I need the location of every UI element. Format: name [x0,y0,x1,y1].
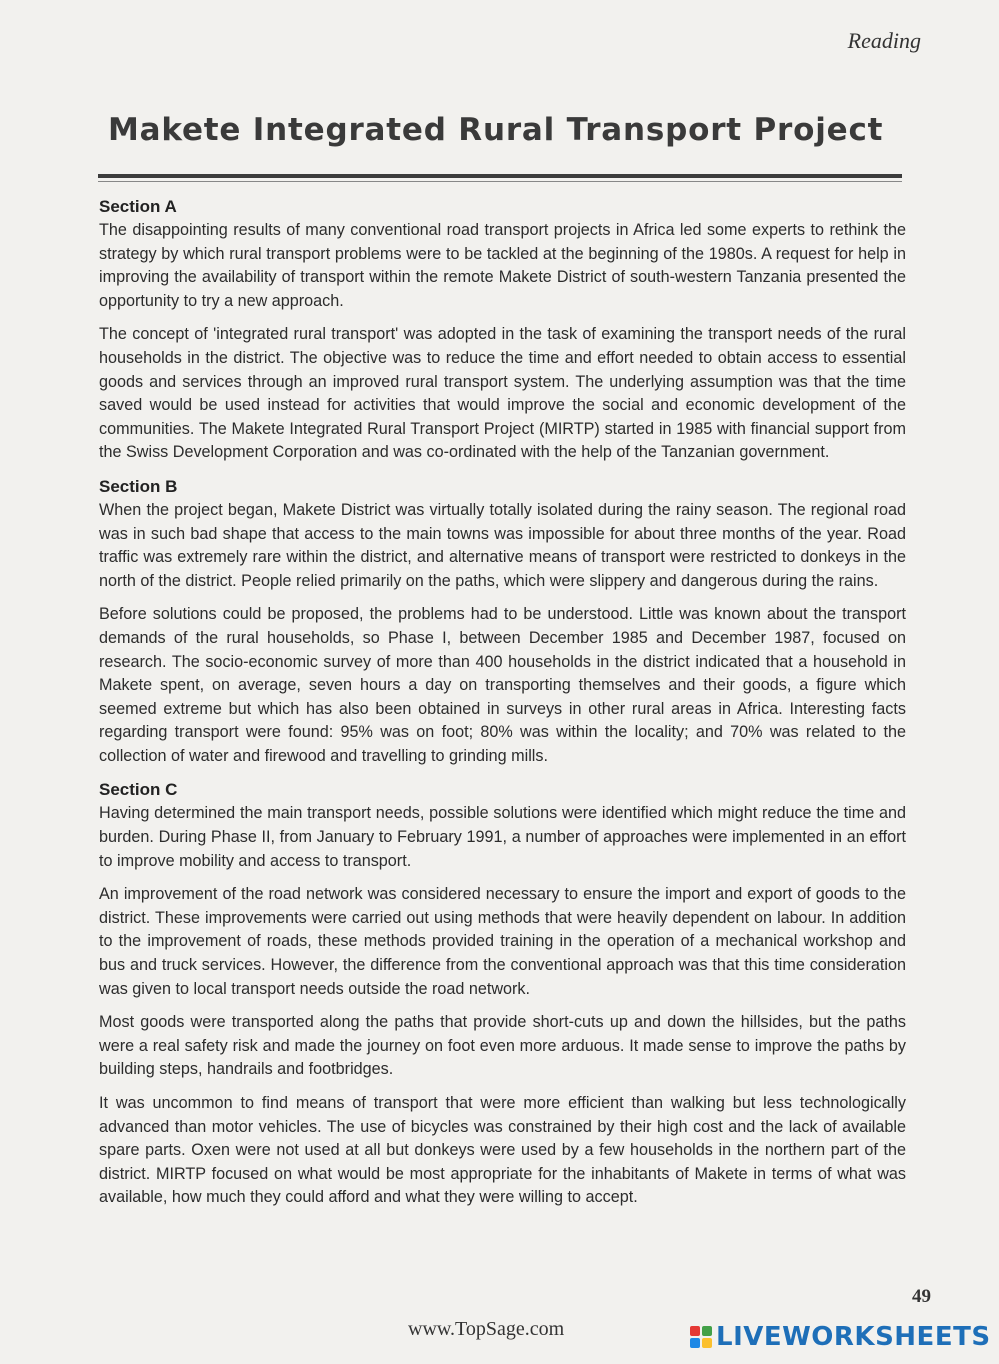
logo-square-green [702,1326,712,1336]
title-rule [98,174,902,178]
paragraph: It was uncommon to find means of transport that were more efficient than walking but less technologically advanced than motor vehicles. The use of bicycles was constrained by their high cost and the lack of available spare parts. Oxen were not used at all but donkeys were used by a few households in the northern part of the district. MIRTP focused on what would be most appropriate for the inhabitants of Makete in terms of what was available, how much they could afford and what they were willing to accept. [99,1094,906,1207]
page-number: 49 [912,1286,931,1307]
liveworksheets-brand: LIVEWORKSHEETS [716,1322,991,1352]
paragraph: An improvement of the road network was considered necessary to ensure the import and export of goods to the district. These improvements were carried out using methods that were heavily dependent on labour. In addition to the improvement of roads, these methods provided training in the operation of a mechanical workshop and bus and truck services. However, the difference from the conventional approach was that this time consideration was given to local transport needs outside the road network. [99,885,906,998]
article-body [99,195,906,1220]
footer-url-link[interactable]: www.TopSage.com [408,1318,565,1340]
section-a [99,195,906,465]
liveworksheets-icon [690,1326,712,1348]
liveworksheets-logo[interactable] [690,1322,991,1352]
running-header: Reading [847,28,921,53]
logo-square-blue [690,1338,700,1348]
paragraph: Before solutions could be proposed, the problems had to be understood. Little was known about the transport demands of the rural households, so Phase I, between December 1985 and December 1987, focused on research. The socio-economic survey of more than 400 households in the district indicated that a household in Makete spent, on average, seven hours a day on transporting themselves and their goods, a figure which seemed extreme but which has also been obtained in surveys in other rural areas in Africa. Interesting facts regarding transport were found: 95% was on foot; 80% was within the locality; and 70% was related to the collection of water and firewood and travelling to grinding mills. [99,605,906,765]
paragraph: Having determined the main transport needs, possible solutions were identified which might reduce the time and burden. During Phase II, from January to February 1991, a number of approaches were implemented in an effort to improve mobility and access to transport. [99,804,906,870]
paragraph: When the project began, Makete District was virtually totally isolated during the rainy season. The regional road was in such bad shape that access to the main towns was impossible for about three months of the year. Road traffic was extremely rare within the district, and alternative means of transport were restricted to donkeys in the north of the district. People relied primarily on the paths, which were slippery and dangerous during the rains. [99,500,906,590]
section-heading: Section A [99,197,177,216]
section-heading: Section B [99,476,178,496]
paragraph: The disappointing results of many conventional road transport projects in Africa led some experts to rethink the strategy by which rural transport problems were to be tackled at the beginning of the 1980s. A request for help in improving the availability of transport within the remote Makete District of south-western Tanzania presented the opportunity to try a new approach. [99,221,906,310]
paragraph: The concept of 'integrated rural transport' was adopted in the task of examining the transport needs of the rural households in the district. The objective was to reduce the time and effort needed to obtain access to essential goods and services through an improved rural transport system. The underlying assumption was that the time saved would be used instead for activities that would improve the social and economic development of the communities. The Makete Integrated Rural Transport Project (MIRTP) started in 1985 with financial support from the Swiss Development Corporation and was co-ordinated with the help of the Tanzanian government. [99,325,906,462]
logo-square-yellow [702,1338,712,1348]
section-heading: Section C [99,780,178,800]
logo-square-red [690,1326,700,1336]
page-title: Makete Integrated Rural Transport Project [108,112,884,148]
paragraph: Most goods were transported along the paths that provide short-cuts up and down the hillsides, but the paths were a real safety risk and made the journey on foot even more arduous. It made sense to improve the paths by building steps, handrails and footbridges. [99,1013,906,1079]
section-c [99,778,906,1210]
title-rule-thin [98,181,902,182]
section-b [99,475,906,769]
